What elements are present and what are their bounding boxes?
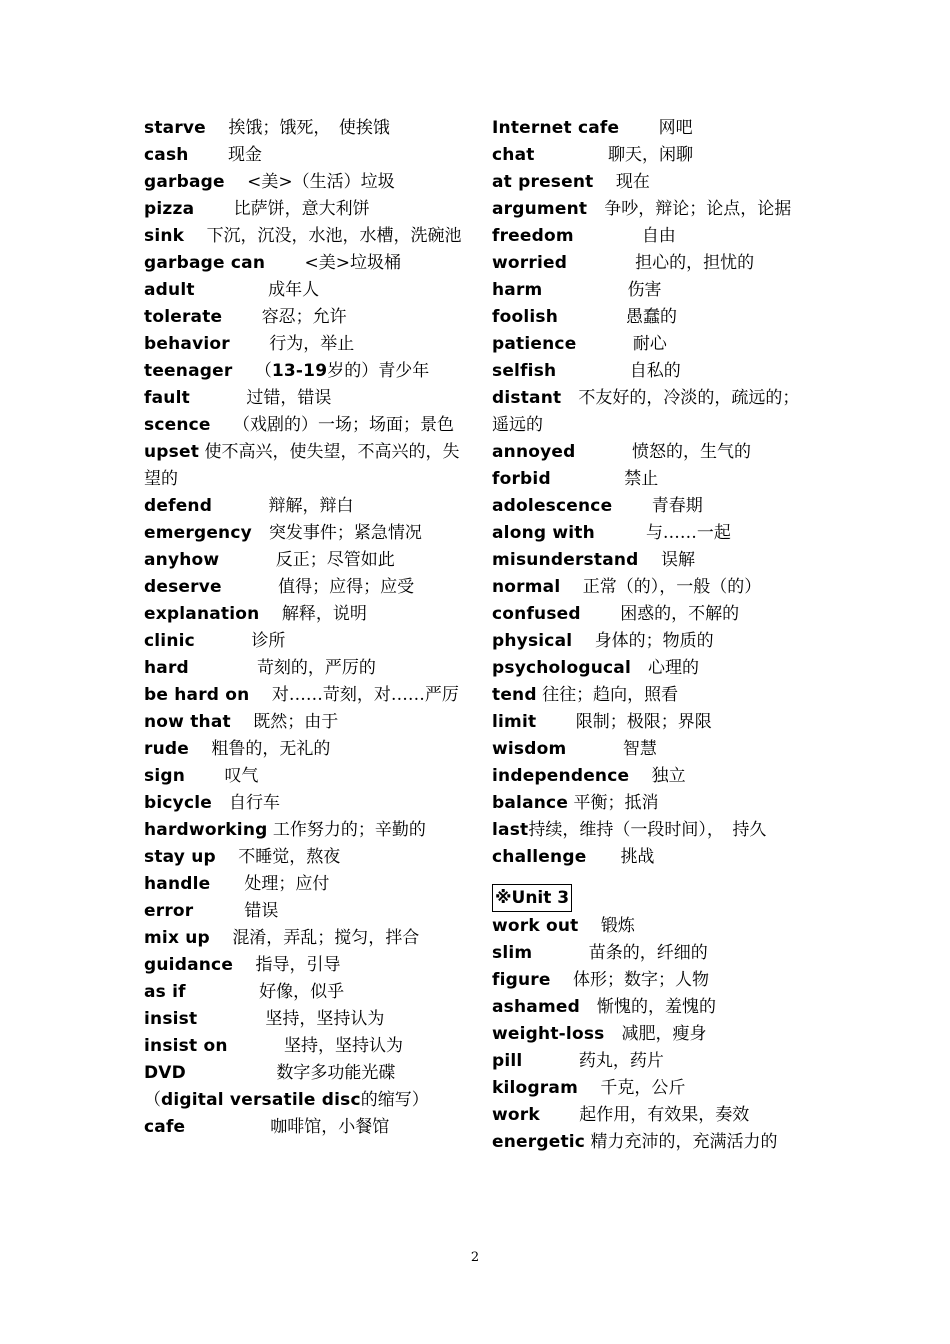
vocab-definition: 禁止 xyxy=(624,469,659,489)
vocab-word: tolerate xyxy=(144,307,223,327)
vocab-definition: 工作努力的；辛勤的 xyxy=(272,820,426,840)
vocab-entry xyxy=(144,817,462,844)
vocab-word: limit xyxy=(492,712,537,732)
right-column xyxy=(492,115,808,1156)
vocab-definition: 处理；应付 xyxy=(244,874,330,894)
vocab-entry xyxy=(144,304,462,331)
vocab-definition: 苗条的，纤细的 xyxy=(588,943,708,963)
vocab-entry xyxy=(144,169,462,196)
vocab-definition: 聊天，闲聊 xyxy=(607,145,693,165)
vocab-word: balance xyxy=(492,793,569,813)
vocab-entry xyxy=(144,439,462,493)
vocab-definition: 体形；数字；人物 xyxy=(573,970,710,990)
vocab-word: forbid xyxy=(492,469,551,489)
vocab-gap xyxy=(561,388,578,408)
vocab-entry xyxy=(144,628,462,655)
vocab-definition: 下沉，沉没，水池，水槽，洗碗池 xyxy=(206,226,462,246)
vocab-gap xyxy=(211,415,233,435)
vocab-entry xyxy=(144,1006,462,1033)
vocab-entry xyxy=(144,655,462,682)
vocab-gap xyxy=(212,793,229,813)
vocab-gap xyxy=(222,307,261,327)
vocab-gap xyxy=(230,334,269,354)
vocab-word: at present xyxy=(492,172,594,192)
vocab-gap xyxy=(595,523,646,543)
vocab-definition: <美>（生活）垃圾 xyxy=(247,172,395,192)
vocab-entry xyxy=(144,520,462,547)
vocab-definition: 反正；尽管如此 xyxy=(275,550,395,570)
vocab-word: handle xyxy=(144,874,211,894)
vocab-definition: 争吵，辩论；论点，论据 xyxy=(604,199,792,219)
vocab-word: adult xyxy=(144,280,195,300)
vocab-definition: 咖啡馆，小餐馆 xyxy=(270,1117,390,1137)
vocab-entry xyxy=(144,547,462,574)
vocab-definition: （戏剧的）一场；场面；景色 xyxy=(233,415,455,435)
vocab-entry xyxy=(492,1075,808,1102)
vocab-word: be hard on xyxy=(144,685,250,705)
vocab-word: guidance xyxy=(144,955,234,975)
vocab-word: pizza xyxy=(144,199,195,219)
vocab-word: error xyxy=(144,901,194,921)
vocab-definition: 精力充沛的，充满活力的 xyxy=(590,1132,778,1152)
vocab-gap xyxy=(185,1117,270,1137)
vocab-entry xyxy=(492,817,808,844)
vocab-definition: 平衡；抵消 xyxy=(573,793,659,813)
vocab-word: chat xyxy=(492,145,535,165)
vocab-entry xyxy=(492,790,808,817)
vocab-word: work out xyxy=(492,916,579,936)
vocab-word: physical xyxy=(492,631,573,651)
vocab-word: cash xyxy=(144,145,189,165)
vocab-definition: 持续，维持（一段时间）， 持久 xyxy=(528,820,767,840)
vocab-word: explanation xyxy=(144,604,260,624)
vocab-word: worried xyxy=(492,253,568,273)
vocab-word: adolescence xyxy=(492,496,613,516)
vocab-gap xyxy=(210,928,232,948)
vocab-definition: 诊所 xyxy=(251,631,286,651)
vocab-definition: 成年人 xyxy=(268,280,320,300)
vocab-entry xyxy=(144,385,462,412)
vocab-definition: 对……苛刻，对……严厉 xyxy=(271,685,459,705)
vocab-word: slim xyxy=(492,943,533,963)
vocab-gap xyxy=(581,604,620,624)
vocab-entry xyxy=(144,1114,462,1141)
vocab-entry xyxy=(492,439,808,466)
vocab-entry xyxy=(492,493,808,520)
vocab-word: along with xyxy=(492,523,595,543)
vocab-word: stay up xyxy=(144,847,216,867)
vocab-word: foolish xyxy=(492,307,559,327)
left-column xyxy=(144,115,462,1141)
vocab-gap xyxy=(231,712,253,732)
vocab-definition: 往往；趋向，照看 xyxy=(542,685,679,705)
vocab-definition: 药丸，药片 xyxy=(578,1051,664,1071)
vocab-gap xyxy=(540,1105,579,1125)
vocab-gap xyxy=(532,943,588,963)
vocab-definition: 坚持，坚持认为 xyxy=(284,1036,404,1056)
vocab-gap xyxy=(219,550,275,570)
vocab-entry xyxy=(144,898,462,925)
vocab-entry xyxy=(492,940,808,967)
vocab-word: garbage can xyxy=(144,253,266,273)
vocab-definition: 智慧 xyxy=(622,739,657,759)
vocab-gap xyxy=(604,1024,621,1044)
vocab-word: hard xyxy=(144,658,189,678)
vocab-gap xyxy=(551,469,624,489)
vocab-gap xyxy=(639,550,661,570)
vocab-gap xyxy=(574,226,642,246)
vocab-definition: 起作用，有效果，奏效 xyxy=(579,1105,750,1125)
vocab-gap xyxy=(631,658,648,678)
vocab-gap xyxy=(193,901,244,921)
vocab-definition: 挑战 xyxy=(620,847,655,867)
vocab-word: ashamed xyxy=(492,997,580,1017)
vocab-gap xyxy=(542,280,627,300)
vocab-definition: 减肥，瘦身 xyxy=(621,1024,707,1044)
vocab-entry xyxy=(492,844,808,871)
vocab-entry xyxy=(144,115,462,142)
vocab-definition: 不睡觉，熬夜 xyxy=(238,847,341,867)
vocab-word: patience xyxy=(492,334,577,354)
vocab-definition: 自行车 xyxy=(229,793,280,813)
vocab-gap xyxy=(228,1036,284,1056)
vocab-gap xyxy=(232,361,254,381)
vocab-entry xyxy=(492,250,808,277)
vocab-word: cafe xyxy=(144,1117,186,1137)
vocab-definition: 行为，举止 xyxy=(269,334,355,354)
vocab-gap xyxy=(586,847,620,867)
vocab-word: as if xyxy=(144,982,186,1002)
vocab-word: freedom xyxy=(492,226,574,246)
vocab-word: emergency xyxy=(144,523,252,543)
vocab-word: normal xyxy=(492,577,561,597)
vocab-entry xyxy=(492,655,808,682)
vocab-word: confused xyxy=(492,604,581,624)
vocab-word: insist on xyxy=(144,1036,228,1056)
vocab-entry xyxy=(492,520,808,547)
vocab-definition: （13-19岁的）青少年 xyxy=(254,361,430,381)
vocab-definition: 值得；应得；应受 xyxy=(278,577,415,597)
vocab-gap xyxy=(572,631,594,651)
vocab-gap xyxy=(190,388,246,408)
vocab-entry xyxy=(144,952,462,979)
vocab-entry xyxy=(492,574,808,601)
vocab-entry xyxy=(144,250,462,277)
vocab-definition: <美>垃圾桶 xyxy=(304,253,402,273)
vocab-gap xyxy=(587,199,604,219)
vocab-word: teenager xyxy=(144,361,233,381)
vocab-entry xyxy=(144,736,462,763)
unit-vocab-list xyxy=(492,913,808,1156)
vocab-entry xyxy=(144,1087,462,1114)
vocab-gap xyxy=(189,739,211,759)
vocab-gap xyxy=(216,847,238,867)
vocab-definition: 数字多功能光碟 xyxy=(276,1063,396,1083)
vocab-word: kilogram xyxy=(492,1078,578,1098)
vocab-entry xyxy=(492,763,808,790)
vocab-entry xyxy=(492,1048,808,1075)
vocab-word: starve xyxy=(144,118,206,138)
page-number: 2 xyxy=(470,1250,480,1265)
vocab-definition: 现在 xyxy=(615,172,650,192)
vocab-definition: 千克，公斤 xyxy=(600,1078,686,1098)
vocab-definition: 心理的 xyxy=(647,658,699,678)
vocab-gap xyxy=(184,226,206,246)
vocab-word: rude xyxy=(144,739,189,759)
vocab-word: anyhow xyxy=(144,550,220,570)
vocab-gap xyxy=(186,1063,276,1083)
vocab-word: clinic xyxy=(144,631,195,651)
vocab-entry xyxy=(492,115,808,142)
vocab-word: insist xyxy=(144,1009,198,1029)
vocab-definition: 伤害 xyxy=(627,280,662,300)
vocab-gap xyxy=(195,631,251,651)
vocab-definition: 粗鲁的，无礼的 xyxy=(211,739,331,759)
vocab-definition: 错误 xyxy=(244,901,279,921)
vocab-gap xyxy=(593,172,615,192)
vocab-entry xyxy=(144,196,462,223)
vocab-entry xyxy=(144,142,462,169)
vocab-gap xyxy=(189,145,228,165)
vocab-entry xyxy=(492,1129,808,1156)
vocab-word: energetic xyxy=(492,1132,586,1152)
vocab-word: annoyed xyxy=(492,442,576,462)
vocab-definition: 坚持，坚持认为 xyxy=(265,1009,385,1029)
vocab-gap xyxy=(233,955,255,975)
vocab-definition: 限制；极限；界限 xyxy=(575,712,712,732)
vocab-entry xyxy=(144,277,462,304)
vocab-word: upset xyxy=(144,442,200,462)
vocab-word: tend xyxy=(492,685,537,705)
vocab-entry xyxy=(492,736,808,763)
vocab-definition: 好像，似乎 xyxy=(259,982,345,1002)
vocab-gap xyxy=(194,199,233,219)
vocab-gap xyxy=(210,874,244,894)
vocab-word: mix up xyxy=(144,928,210,948)
vocab-definition: 惭愧的，羞愧的 xyxy=(596,997,716,1017)
vocab-word: DVD xyxy=(144,1063,186,1083)
vocab-entry xyxy=(492,277,808,304)
vocab-definition: 自私的 xyxy=(629,361,681,381)
vocab-word: harm xyxy=(492,280,543,300)
vocab-entry xyxy=(492,913,808,940)
vocab-gap xyxy=(522,1051,578,1071)
vocab-entry xyxy=(144,844,462,871)
vocab-definition: 自由 xyxy=(641,226,676,246)
vocab-entry xyxy=(144,925,462,952)
vocab-entry xyxy=(492,331,808,358)
vocab-gap xyxy=(580,997,597,1017)
vocab-gap xyxy=(185,766,224,786)
vocab-word: selfish xyxy=(492,361,557,381)
vocab-word: garbage xyxy=(144,172,225,192)
vocab-gap xyxy=(576,442,632,462)
vocab-entry xyxy=(144,709,462,736)
vocab-entry xyxy=(492,466,808,493)
vocab-gap xyxy=(558,307,626,327)
vocab-entry xyxy=(492,385,808,439)
vocab-entry xyxy=(144,1060,462,1087)
vocab-entry xyxy=(492,196,808,223)
vocab-word: work xyxy=(492,1105,540,1125)
vocab-definition: 愤怒的，生气的 xyxy=(631,442,751,462)
vocab-entry xyxy=(144,979,462,1006)
vocab-definition: 既然；由于 xyxy=(253,712,339,732)
vocab-gap xyxy=(252,523,269,543)
vocab-word: hardworking xyxy=(144,820,268,840)
vocab-entry xyxy=(144,358,462,385)
vocab-gap xyxy=(206,118,228,138)
vocab-word: deserve xyxy=(144,577,222,597)
vocab-definition: 与……一起 xyxy=(645,523,731,543)
vocab-word: now that xyxy=(144,712,231,732)
vocab-word: defend xyxy=(144,496,213,516)
vocab-word: bicycle xyxy=(144,793,212,813)
vocab-definition: 不友好的，冷淡的，疏远的；遥远的 xyxy=(492,388,800,435)
vocab-gap xyxy=(189,658,257,678)
vocab-gap xyxy=(197,1009,265,1029)
vocab-gap xyxy=(578,1078,600,1098)
vocab-gap xyxy=(576,334,632,354)
vocab-entry xyxy=(144,412,462,439)
vocab-gap xyxy=(536,712,575,732)
vocab-word: behavior xyxy=(144,334,230,354)
vocab-entry xyxy=(492,304,808,331)
vocab-entry xyxy=(492,601,808,628)
vocab-definition: 现金 xyxy=(227,145,262,165)
vocab-definition: 苛刻的，严厉的 xyxy=(256,658,376,678)
vocab-entry xyxy=(492,169,808,196)
vocab-entry xyxy=(492,547,808,574)
vocab-definition: 容忍；允许 xyxy=(261,307,347,327)
vocab-word: wisdom xyxy=(492,739,567,759)
vocab-entry xyxy=(492,709,808,736)
vocab-entry xyxy=(144,763,462,790)
vocab-definition: 正常（的），一般（的） xyxy=(582,577,762,597)
vocab-definition: 比萨饼，意大利饼 xyxy=(233,199,370,219)
vocab-entry xyxy=(492,223,808,250)
vocab-gap xyxy=(629,766,651,786)
vocab-gap xyxy=(259,604,281,624)
vocab-entry xyxy=(492,142,808,169)
vocab-definition: 担心的，担忧的 xyxy=(635,253,755,273)
vocab-word: psychologucal xyxy=(492,658,631,678)
vocab-definition: 过错，错误 xyxy=(246,388,332,408)
vocab-entry xyxy=(144,790,462,817)
vocab-definition: 挨饿；饿死， 使挨饿 xyxy=(228,118,390,138)
vocab-definition: 解释，说明 xyxy=(281,604,367,624)
vocab-gap xyxy=(551,970,573,990)
vocab-word: argument xyxy=(492,199,588,219)
vocab-word: scence xyxy=(144,415,211,435)
vocab-definition: 愚蠢的 xyxy=(626,307,678,327)
vocab-definition: 混淆，弄乱；搅匀，拌合 xyxy=(232,928,420,948)
vocab-word: weight-loss xyxy=(492,1024,605,1044)
vocab-word: Internet cafe xyxy=(492,118,620,138)
vocab-gap xyxy=(535,145,608,165)
vocab-gap xyxy=(556,361,629,381)
vocab-gap xyxy=(265,253,304,273)
vocab-entry xyxy=(144,331,462,358)
vocab-word: misunderstand xyxy=(492,550,639,570)
vocab-definition: 青春期 xyxy=(651,496,703,516)
vocab-entry xyxy=(144,1033,462,1060)
vocab-word: sink xyxy=(144,226,185,246)
vocab-entry xyxy=(492,1021,808,1048)
vocab-entry xyxy=(144,223,462,250)
vocab-entry xyxy=(492,628,808,655)
vocab-gap xyxy=(212,496,268,516)
vocab-gap xyxy=(222,577,278,597)
vocab-gap xyxy=(579,916,601,936)
vocab-gap xyxy=(619,118,658,138)
vocab-definition: 叹气 xyxy=(224,766,259,786)
vocab-word: independence xyxy=(492,766,630,786)
vocab-definition: 网吧 xyxy=(658,118,693,138)
vocab-definition: 指导，引导 xyxy=(255,955,341,975)
vocab-gap xyxy=(249,685,271,705)
vocab-definition: 身体的；物质的 xyxy=(594,631,714,651)
vocab-word: fault xyxy=(144,388,190,408)
vocab-word: distant xyxy=(492,388,562,408)
vocab-gap xyxy=(560,577,582,597)
vocab-definition: 困惑的，不解的 xyxy=(620,604,740,624)
vocab-entry xyxy=(492,358,808,385)
vocab-gap xyxy=(186,982,259,1002)
vocab-word: pill xyxy=(492,1051,523,1071)
vocab-definition: 锻炼 xyxy=(600,916,635,936)
vocab-gap xyxy=(195,280,268,300)
vocab-word: sign xyxy=(144,766,186,786)
vocab-definition: 误解 xyxy=(660,550,695,570)
vocab-definition: （digital versatile disc的缩写） xyxy=(144,1090,429,1110)
vocab-entry xyxy=(144,871,462,898)
vocab-gap xyxy=(567,253,635,273)
vocab-gap xyxy=(566,739,622,759)
vocab-entry xyxy=(492,1102,808,1129)
vocab-word: figure xyxy=(492,970,551,990)
vocab-entry xyxy=(144,682,462,709)
vocab-entry xyxy=(144,601,462,628)
vocab-definition: 耐心 xyxy=(632,334,667,354)
vocab-entry xyxy=(144,574,462,601)
vocab-definition: 使不高兴，使失望，不高兴的，失望的 xyxy=(144,442,460,489)
vocab-word: challenge xyxy=(492,847,587,867)
vocab-entry xyxy=(144,493,462,520)
vocab-entry xyxy=(492,967,808,994)
vocab-definition: 辩解，辩白 xyxy=(268,496,354,516)
vocab-gap xyxy=(612,496,651,516)
unit-heading: ※Unit 3 xyxy=(492,884,572,912)
vocab-definition: 突发事件；紧急情况 xyxy=(268,523,422,543)
vocab-gap xyxy=(225,172,247,192)
vocab-entry xyxy=(492,682,808,709)
right-vocab-list xyxy=(492,115,808,871)
vocab-definition: 独立 xyxy=(651,766,686,786)
vocab-entry xyxy=(492,994,808,1021)
vocab-word: last xyxy=(492,820,529,840)
